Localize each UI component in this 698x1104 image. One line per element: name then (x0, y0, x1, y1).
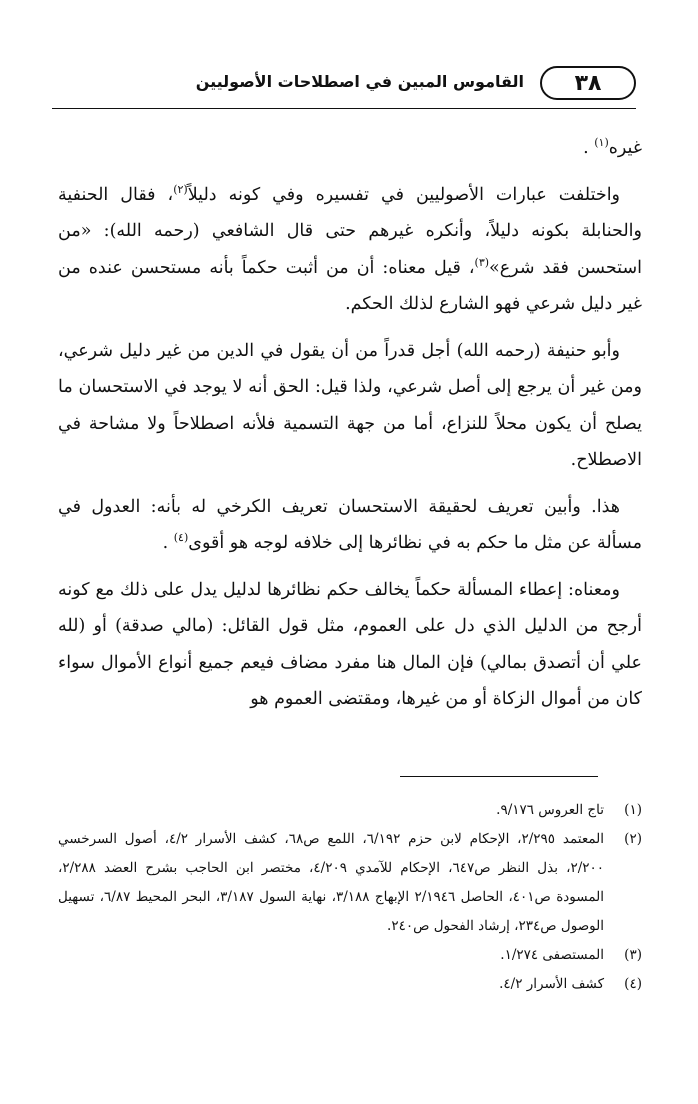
footnote-ref-1[interactable]: (١) (594, 136, 609, 150)
footnote-text: المعتمد ٢/٢٩٥، الإحكام لابن حزم ٦/١٩٢، اللمع ص٦٨، كشف الأسرار ٤/٢، أصول السرخسي ٢/٢٠٠، بذل النظر ص٦٤٧، الإحكام للآمدي ٤/٢٠٩، مختصر ابن الحاجب بشرح العضد ٢/٢٨٨، المسودة ص٤٠١، الحاصل ٢/١٩٤٦ الإبهاج ٣/١٨٨، نهاية السول ٣/١٨٧، البحر المحيط ٦/٨٧، تسهيل الوصول ص٢٣٤، إرشاد الفحول ص٢٤٠. (58, 831, 605, 934)
footnote-number: (٤) (624, 976, 642, 992)
page-number: ٣٨ (540, 66, 636, 100)
footnote-ref-3[interactable]: (٣) (474, 255, 490, 269)
footnote-text: كشف الأسرار ٤/٢. (499, 976, 604, 992)
footnote-separator (400, 776, 598, 777)
footnote-ref-2[interactable]: (٢) (173, 182, 188, 196)
header-rule (52, 108, 636, 109)
page-header (52, 58, 636, 118)
footnote-number: (٢) (624, 831, 642, 847)
paragraph-5: ومعناه: إعطاء المسألة حكماً يخالف حكم نظائرها لدليل يدل على ذلك مع كونه أرجح من الدليل الذي دل على العموم، مثل قول القائل: (مالي صدقة) أو (لله علي أن أتصدق بمالي) فإن المال هنا مفرد مضاف فيعم جميع أنواع الأموال سواء كان من أموال الزكاة أو من غيرها، ومقتضى العموم هو (58, 579, 642, 709)
footnote-3 (58, 941, 642, 970)
footnote-2 (58, 825, 642, 941)
paragraph-4: هذا. وأبين تعريف لحقيقة الاستحسان تعريف الكرخي له بأنه: العدول في مسألة عن مثل ما حكم به في نظائرها إلى خلافه لوجه هو أقوى$^{(٤)}$ . (58, 496, 642, 553)
footnote-1 (58, 796, 642, 825)
paragraph-1: غيره$^{(١)}$ . (583, 136, 642, 158)
footnote-number: (٣) (624, 947, 642, 963)
footnote-text: المستصفى ١/٢٧٤. (500, 947, 604, 963)
running-title: القاموس المبين في اصطلاحات الأصوليين (195, 72, 524, 91)
footnote-4 (58, 970, 642, 999)
footnote-number: (١) (624, 802, 642, 818)
paragraph-3: وأبو حنيفة (رحمه الله) أجل قدراً من أن يقول في الدين من غير دليل شرعي، ومن غير أن يرجع إلى أصل شرعي، ولذا قيل: الحق أنه لا يوجد في الاستحسان ما يصلح أن يكون محلاً للنزاع، أما من جهة التسمية فلأنه اصطلاحاً ولا مشاحة في الاصطلاح. (58, 340, 642, 470)
footnote-text: تاج العروس ٩/١٧٦. (496, 802, 604, 818)
paragraph-2: واختلفت عبارات الأصوليين في تفسيره وفي كونه دليلاً$^{(٢)}$، فقال الحنفية والحنابلة بكونه دليلاً، وأنكره غيرهم حتى قال الشافعي (رحمه الله): «من استحسن فقد شرع»$^{(٣)}$، قيل معناه: أن من أثبت حكماً بأنه مستحسن عنده من غير دليل شرعي فهو الشارع لذلك الحكم. (58, 182, 642, 314)
footnotes (58, 796, 642, 999)
footnote-ref-4[interactable]: (٤) (173, 531, 189, 545)
main-text (58, 130, 642, 718)
